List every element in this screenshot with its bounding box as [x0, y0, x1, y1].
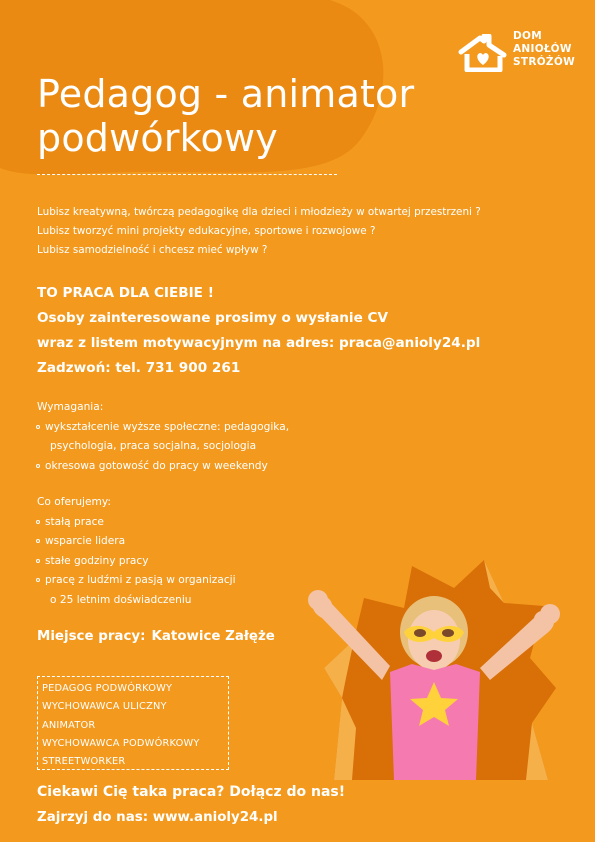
requirements-heading: Wymagania: [37, 401, 104, 413]
intro-questions [37, 203, 481, 260]
footer-website[interactable]: Zajrzyj do nas: www.anioly24.pl [37, 810, 278, 825]
title-line-1: Pedagog - animator [37, 72, 415, 116]
role-item: PEDAGOG PODWÓRKOWY [42, 683, 173, 694]
workplace [37, 629, 275, 644]
list-item [36, 418, 289, 457]
cta-email-line[interactable]: wraz z listem motywacyjnym na adres: praca@anioly24.pl [37, 335, 481, 351]
intro-line: Lubisz tworzyć mini projekty edukacyjne, sportowe i rozwojowe ? [37, 225, 376, 237]
list-item [36, 552, 236, 572]
logo-line-1: DOM [513, 30, 542, 42]
role-item: ANIMATOR [42, 719, 96, 731]
list-item-text: wykształcenie wyższe społeczne: pedagogika, [45, 420, 290, 433]
intro-line: Lubisz kreatywną, twórczą pedagogikę dla dzieci i młodzieży w otwartej przestrzeni ? [37, 206, 481, 218]
role-item: STREETWORKER [42, 756, 126, 768]
footer-invite: Ciekawi Cię taka praca? Dołącz do nas! [37, 784, 346, 800]
page-title [37, 72, 457, 160]
intro-line: Lubisz samodzielność i chcesz mieć wpływ ? [37, 244, 268, 256]
requirements-section [37, 398, 289, 476]
list-item-text: psychologia, praca socjalna, socjologia [50, 440, 257, 452]
roles-box [37, 676, 229, 770]
list-item-text: wsparcie lidera [45, 535, 126, 547]
list-item [36, 457, 289, 477]
requirements-list [45, 418, 289, 477]
logo-line-2: ANIOŁÓW [513, 43, 572, 55]
offer-heading: Co oferujemy: [37, 496, 111, 508]
role-item: WYCHOWAWCA ULICZNY [42, 701, 167, 713]
list-item-text: stałe godziny pracy [45, 554, 149, 567]
offer-section [37, 493, 236, 610]
logo-text [513, 30, 575, 69]
logo[interactable] [458, 30, 583, 74]
cta-headline: TO PRACA DLA CIEBIE ! [37, 285, 214, 301]
child-superhero-photo [294, 548, 574, 780]
logo-line-3: STRÓŻÓW [513, 56, 575, 68]
offer-list [45, 513, 236, 611]
title-divider [37, 174, 337, 175]
house-heart-icon [458, 34, 508, 72]
list-item-text: o 25 letnim doświadczeniu [50, 593, 192, 606]
title-line-2: podwórkowy [37, 116, 278, 160]
cta-line: Osoby zainteresowane prosimy o wysłanie CV [37, 310, 389, 326]
workplace-label: Miejsce pracy: [37, 629, 146, 644]
list-item [36, 513, 236, 533]
list-item [36, 571, 236, 610]
list-item [36, 532, 236, 552]
list-item-text: pracę z ludźmi z pasją w organizacji [45, 574, 236, 586]
call-to-action [37, 281, 480, 381]
list-item-text: stałą prace [45, 515, 104, 528]
cta-phone-line[interactable]: Zadzwoń: tel. 731 900 261 [37, 360, 241, 376]
workplace-value: Katowice Załęże [151, 629, 275, 644]
role-item: WYCHOWAWCA PODWÓRKOWY [42, 737, 200, 749]
list-item-text: okresowa gotowość do pracy w weekendy [45, 459, 268, 472]
